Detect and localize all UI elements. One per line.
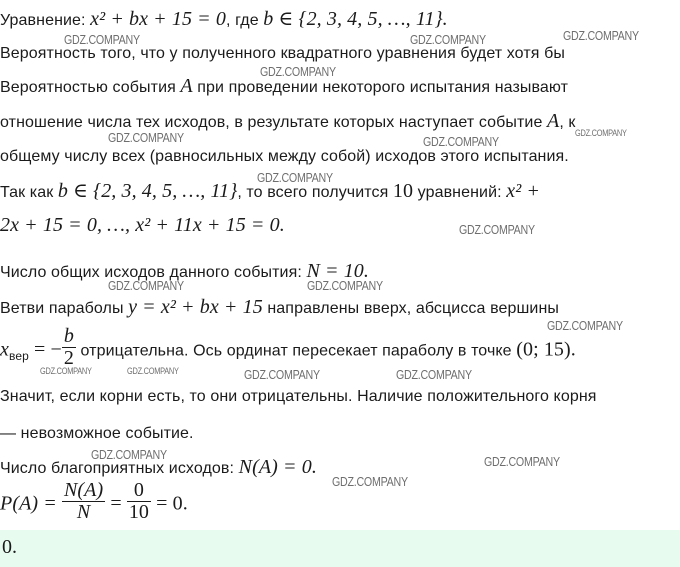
parabola-text-2: направлены вверх, абсцисса вершины: [262, 300, 559, 317]
impossible-line: — невозможное событие.: [0, 425, 194, 442]
definition-line-3: общему числу всех (равносильных между собой) исходов этого испытания.: [0, 148, 569, 165]
total-outcomes-math: N = 10.: [306, 260, 369, 282]
def-text-1: Вероятностью события: [0, 79, 181, 96]
total-outcomes-text: Число общих исходов данного события:: [0, 264, 307, 281]
watermark: GDZ.COMPANY: [91, 447, 167, 462]
watermark: GDZ.COMPANY: [459, 222, 535, 237]
probability-eq: =: [105, 492, 127, 515]
intersection-point-math: (0; 15).: [516, 338, 576, 361]
watermark: GDZ.COMPANY: [575, 128, 627, 138]
b-set-math-2: b ∈ {2, 3, 4, 5, …, 11}: [57, 180, 238, 202]
vertex-sub: вер: [8, 348, 29, 363]
watermark: GDZ.COMPANY: [108, 278, 184, 293]
question-line: Вероятность того, что у полученного квадратного уравнения будет хотя бы: [0, 45, 565, 62]
probability-den-2: 10: [128, 501, 150, 523]
vertex-fraction: [62, 326, 76, 369]
equations-list-math: 2x + 15 = 0, …, x² + 11x + 15 = 0.: [0, 214, 285, 236]
event-a-math-2: A: [547, 110, 560, 132]
probability-line: [0, 479, 188, 527]
equations-text: уравнений:: [413, 184, 507, 201]
probability-left: P(A) =: [0, 492, 62, 515]
equation-line: [0, 6, 448, 31]
roots-line: Значит, если корни есть, то они отрицательны. Наличие положительного корня: [0, 388, 597, 405]
event-a-math: A: [180, 75, 193, 97]
favorable-text: Число благоприятных исходов:: [0, 460, 239, 477]
watermark: GDZ.COMPANY: [257, 170, 333, 185]
favorable-math: N(A) = 0.: [238, 456, 317, 478]
probability-fraction-1: [62, 480, 105, 523]
equation-math: x² + bx + 15 = 0: [90, 8, 226, 30]
total-text: , то всего получится: [237, 184, 393, 201]
probability-num-1: N(A): [63, 479, 104, 501]
watermark: GDZ.COMPANY: [547, 318, 623, 333]
vertex-x-math: x: [0, 338, 9, 361]
watermark: GDZ.COMPANY: [563, 28, 639, 43]
watermark: GDZ.COMPANY: [423, 134, 499, 149]
vertex-text: отрицательна. Ось ординат пересекает параболу в точке: [75, 342, 517, 360]
b-set-math: b ∈ {2, 3, 4, 5, …, 11}.: [263, 8, 448, 30]
text-where: , где: [225, 12, 264, 29]
watermark: GDZ.COMPANY: [332, 474, 408, 489]
def-text-4: , к: [559, 114, 576, 131]
definition-line-2: [0, 110, 576, 133]
def-text-2: при проведении некоторого испытания называют: [192, 79, 569, 96]
watermark: GDZ.COMPANY: [307, 278, 383, 293]
watermark: GDZ.COMPANY: [484, 454, 560, 469]
vertex-eq: = −: [28, 338, 62, 361]
watermark: GDZ.COMPANY: [127, 366, 179, 376]
watermark: GDZ.COMPANY: [108, 130, 184, 145]
parabola-line: [0, 296, 559, 319]
label-equation: Уравнение:: [0, 12, 91, 29]
watermark: GDZ.COMPANY: [40, 366, 92, 376]
probability-fraction-2: [127, 480, 151, 523]
probability-num-2: 0: [127, 480, 151, 502]
watermark: GDZ.COMPANY: [64, 32, 140, 47]
parabola-text: Ветви параболы: [0, 300, 129, 317]
probability-result: = 0.: [151, 492, 188, 515]
vertex-den: 2: [63, 347, 74, 369]
vertex-num: b: [63, 325, 74, 347]
equations-list-line: [0, 214, 285, 237]
def-text-3: отношение числа тех исходов, в результате которых наступает событие: [0, 114, 548, 131]
since-text: Так как: [0, 184, 58, 201]
watermark: GDZ.COMPANY: [260, 64, 336, 79]
watermark: GDZ.COMPANY: [396, 367, 472, 382]
watermark: GDZ.COMPANY: [244, 367, 320, 382]
probability-den-1: N: [76, 501, 91, 523]
watermark: GDZ.COMPANY: [410, 32, 486, 47]
answer-value: 0.: [2, 536, 17, 558]
equation-start-math: x² +: [506, 180, 541, 202]
parabola-math: y = x² + bx + 15: [128, 296, 263, 318]
count-math: 10: [392, 180, 414, 202]
answer-box: [0, 530, 680, 567]
